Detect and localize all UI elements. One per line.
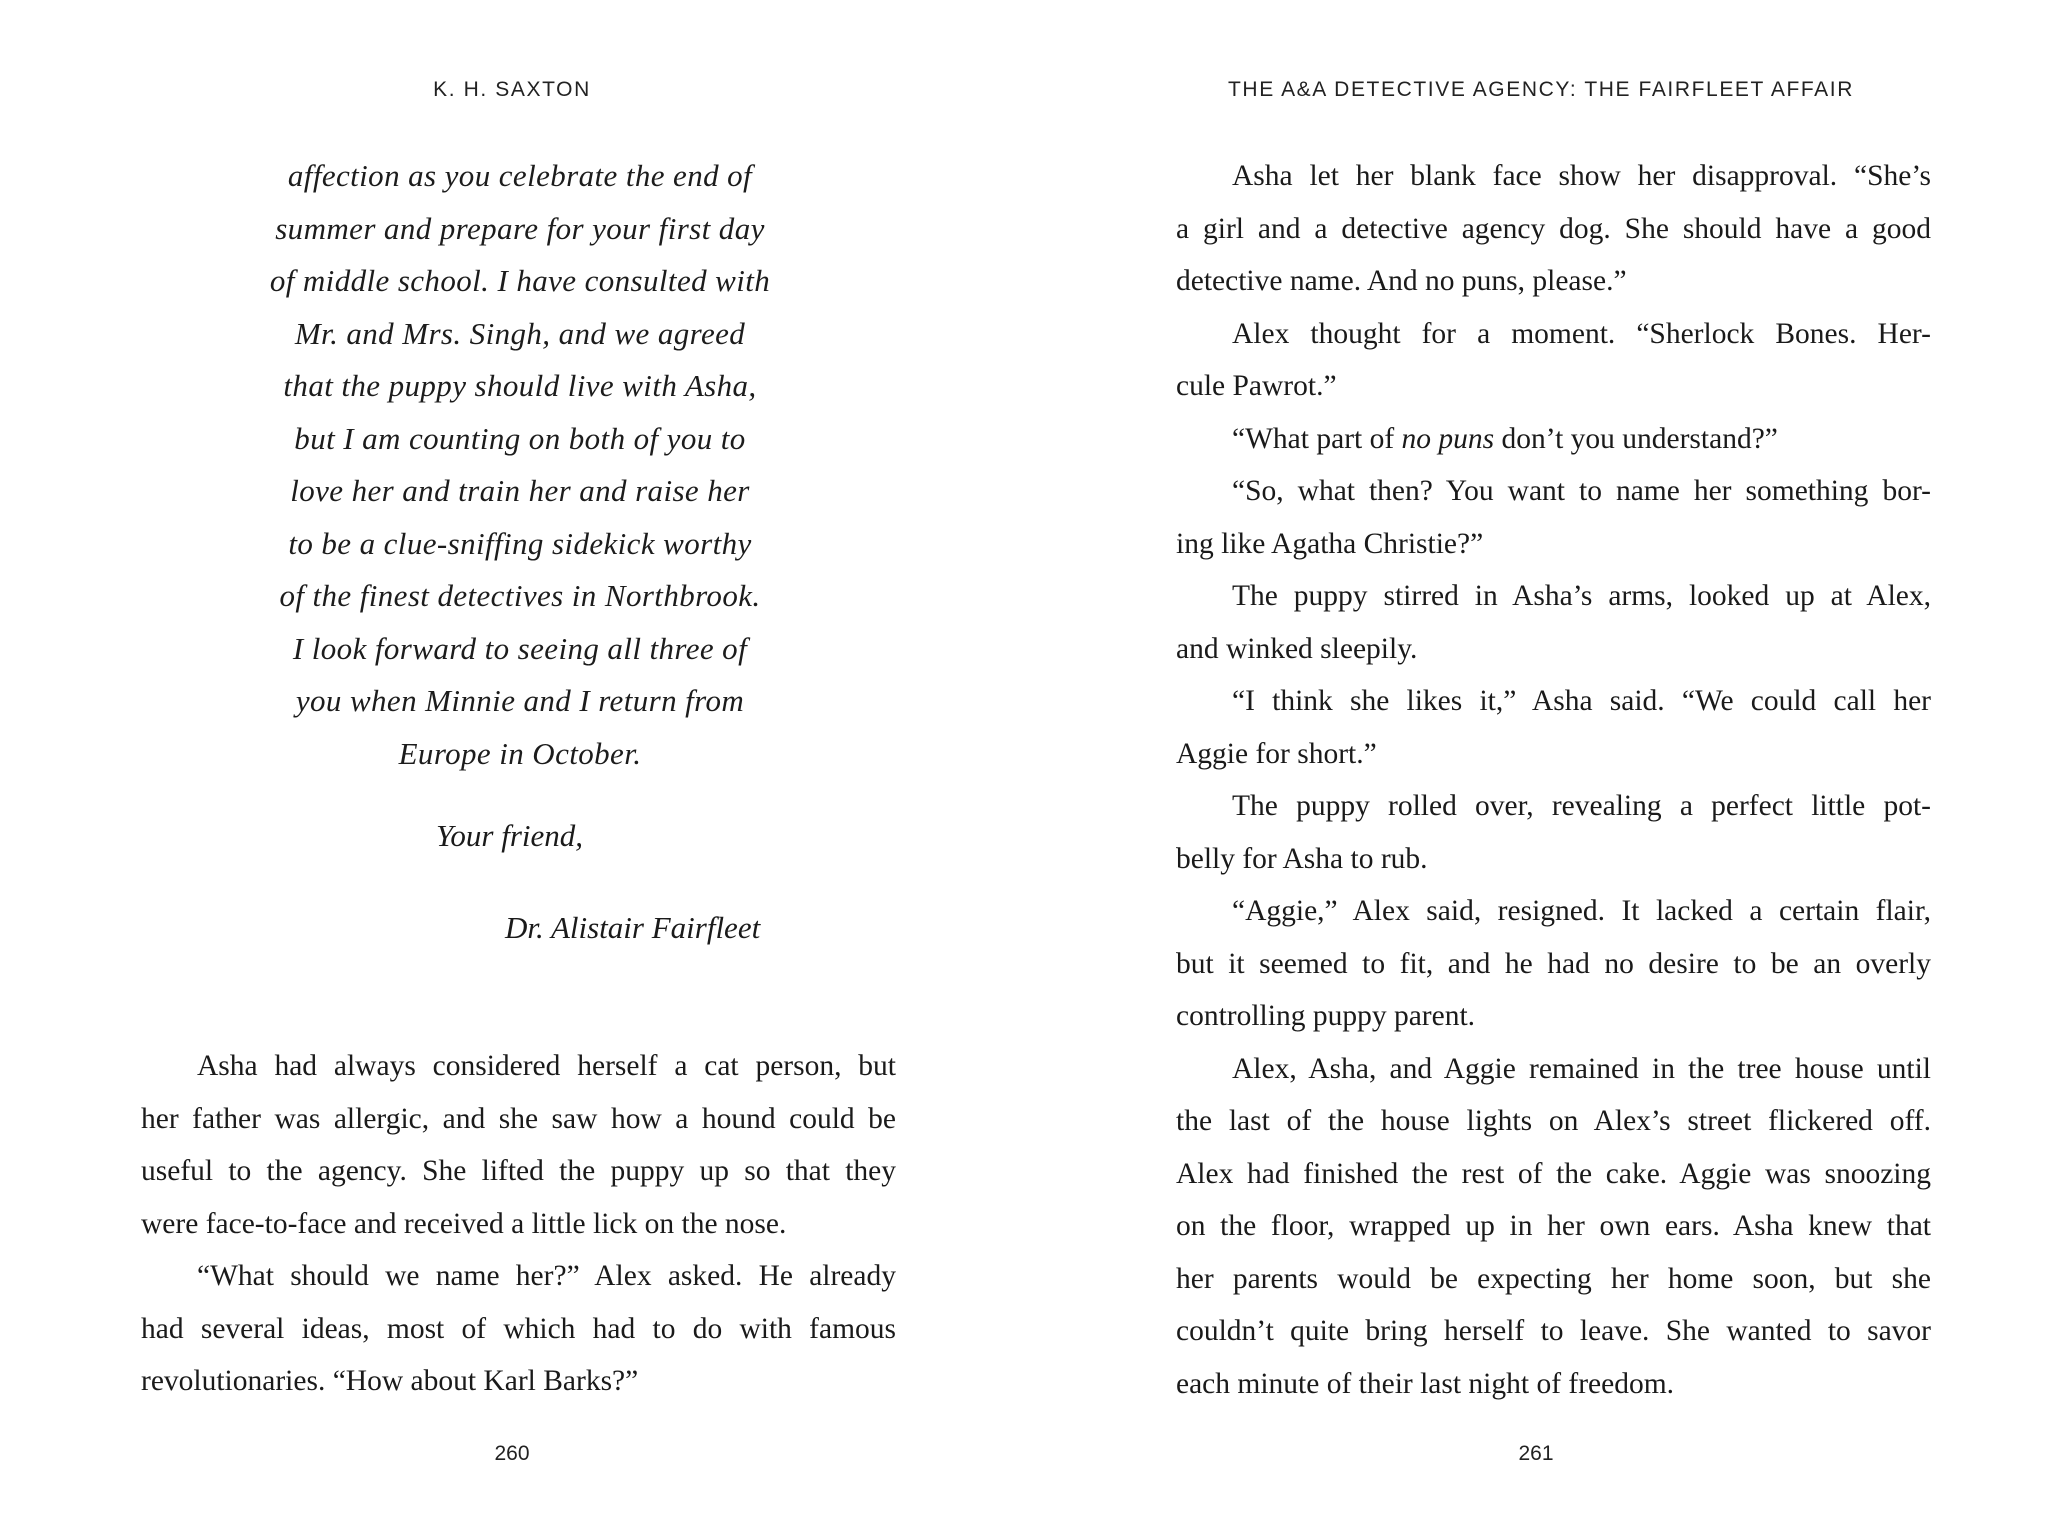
- letter-line: love her and train her and raise her: [290, 473, 750, 508]
- right-body-text: [1176, 150, 1931, 1410]
- text-line: The puppy stirred in Asha’s arms, looked up at Alex,: [1232, 580, 1931, 612]
- text-line: Alex, Asha, and Aggie remained in the tree house until: [1232, 1052, 1931, 1085]
- text-line: “I think she likes it,” Asha said. “We could call her: [1232, 685, 1931, 717]
- letter-line: of the finest detectives in Northbrook.: [279, 578, 761, 613]
- text-line: cule Pawrot.”: [1176, 370, 1337, 402]
- page-number-right: 261: [1518, 1442, 1554, 1465]
- text-line: ing like Agatha Christie?”: [1176, 527, 1484, 560]
- letter-line: affection as you celebrate the end of: [287, 158, 753, 193]
- letter-line: Mr. and Mrs. Singh, and we agreed: [294, 315, 746, 351]
- text-line: [1176, 413, 1931, 466]
- letter-text: [230, 150, 810, 780]
- text-line: a girl and a detective agency dog. She should have a good: [1176, 212, 1931, 245]
- text-line: detective name. And no puns, please.”: [1176, 265, 1627, 297]
- text-line: Alex had finished the rest of the cake. Aggie was snoozing: [1176, 1157, 1931, 1190]
- text-line: belly for Asha to rub.: [1176, 842, 1428, 875]
- letter-line: you when Minnie and I return from: [295, 683, 745, 718]
- page-number-left: 260: [494, 1442, 530, 1465]
- letter-closing: Your friend,: [436, 818, 584, 853]
- text-line: her father was allergic, and she saw how a hound could be: [141, 1102, 896, 1135]
- text-line: useful to the agency. She lifted the puppy up so that they: [141, 1155, 896, 1187]
- text-line: The puppy rolled over, revealing a perfect little pot-: [1232, 790, 1931, 822]
- text-line: and winked sleepily.: [1176, 632, 1418, 665]
- text-line: each minute of their last night of freedom.: [1176, 1367, 1675, 1400]
- text-line: “What should we name her?” Alex asked. He already: [197, 1260, 896, 1292]
- text-line: “Aggie,” Alex said, resigned. It lacked a certain flair,: [1232, 895, 1931, 927]
- text-line: “So, what then? You want to name her something bor-: [1232, 475, 1931, 507]
- text-line: were face-to-face and received a little lick on the nose.: [141, 1207, 787, 1240]
- running-head-title: THE A&A DETECTIVE AGENCY: THE FAIRFLEET AFFAIR: [1228, 78, 1854, 101]
- text-line: the last of the house lights on Alex’s street flickered off.: [1176, 1105, 1931, 1137]
- running-head-author: K. H. SAXTON: [433, 78, 591, 101]
- letter-signature: Dr. Alistair Fairfleet: [505, 910, 761, 945]
- letter-line: summer and prepare for your first day: [275, 210, 765, 246]
- text-line: her parents would be expecting her home soon, but she: [1176, 1262, 1931, 1295]
- letter-line: to be a clue-sniffing sidekick worthy: [288, 525, 752, 561]
- text-line: Alex thought for a moment. “Sherlock Bones. Her-: [1232, 317, 1931, 350]
- text-line: Aggie for short.”: [1176, 737, 1377, 770]
- letter-line: but I am counting on both of you to: [294, 420, 746, 456]
- letter-line: Europe in October.: [398, 735, 642, 771]
- letter-line: I look forward to seeing all three of: [292, 630, 748, 666]
- text-line: controlling puppy parent.: [1176, 1000, 1476, 1032]
- left-body-text: [141, 1040, 896, 1408]
- letter-line: that the puppy should live with Asha,: [283, 368, 757, 403]
- text-line: on the floor, wrapped up in her own ears. Asha knew that: [1176, 1210, 1931, 1242]
- text-segment: don’t you understand?”: [1494, 422, 1778, 455]
- text-segment: “What part of: [1232, 422, 1402, 455]
- text-line: Asha let her blank face show her disapproval. “She’s: [1232, 160, 1931, 192]
- text-line: but it seemed to fit, and he had no desire to be an overly: [1176, 947, 1931, 980]
- text-line: couldn’t quite bring herself to leave. She wanted to savor: [1176, 1315, 1931, 1347]
- letter-line: of middle school. I have consulted with: [269, 263, 771, 298]
- emphasis-text: no puns: [1401, 422, 1495, 455]
- text-line: Asha had always considered herself a cat person, but: [197, 1050, 896, 1082]
- text-line: revolutionaries. “How about Karl Barks?”: [141, 1365, 639, 1397]
- text-line: had several ideas, most of which had to do with famous: [141, 1312, 896, 1345]
- right-page: [1024, 0, 2048, 1536]
